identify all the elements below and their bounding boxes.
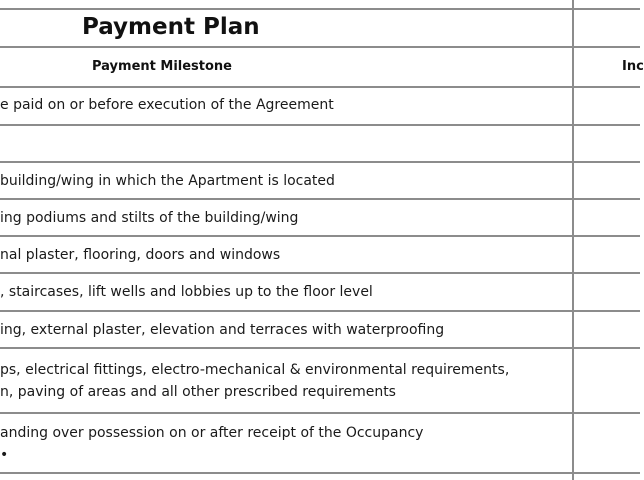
table-row-divider xyxy=(0,161,640,163)
table-row xyxy=(0,170,570,192)
table-row xyxy=(0,244,570,266)
milestone-text: e paid on or before execution of the Agreement xyxy=(0,97,334,113)
table-row-divider xyxy=(0,310,640,312)
milestone-text: ps, electrical fittings, electro-mechanical & environmental requirements, xyxy=(0,362,510,378)
table-row-divider xyxy=(0,46,640,48)
milestone-text: ing, external plaster, elevation and terraces with waterproofing xyxy=(0,322,445,338)
table-row xyxy=(0,132,570,154)
milestone-text: ing podiums and stilts of the building/wing xyxy=(0,210,299,226)
table-border-top xyxy=(0,8,640,10)
table-column-divider xyxy=(572,0,574,480)
table-row-divider xyxy=(0,272,640,274)
table-row xyxy=(0,281,570,303)
milestone-text: , staircases, lift wells and lobbies up to the floor level xyxy=(0,284,373,300)
milestone-text: nal plaster, flooring, doors and windows xyxy=(0,247,281,263)
milestone-text-continued: • xyxy=(0,447,9,463)
table-row xyxy=(0,94,570,116)
table-row-divider xyxy=(0,347,640,349)
table-row xyxy=(0,319,570,341)
table-row xyxy=(0,207,570,229)
table-row xyxy=(0,359,570,403)
table-row-divider xyxy=(0,472,640,474)
table-row-divider xyxy=(0,235,640,237)
table-title: Payment Plan xyxy=(82,14,260,40)
table-row-divider xyxy=(0,198,640,200)
milestone-text: building/wing in which the Apartment is located xyxy=(0,173,335,189)
milestone-text: anding over possession on or after receipt of the Occupancy xyxy=(0,425,424,441)
table-row xyxy=(0,422,570,466)
table-row-divider xyxy=(0,124,640,126)
table-row-divider xyxy=(0,86,640,88)
column-header-payment-milestone: Payment Milestone xyxy=(92,59,233,74)
column-header-right: Inc xyxy=(622,59,644,74)
milestone-text xyxy=(0,132,570,154)
table-row-divider xyxy=(0,412,640,414)
milestone-text-continued: n, paving of areas and all other prescribed requirements xyxy=(0,384,396,400)
